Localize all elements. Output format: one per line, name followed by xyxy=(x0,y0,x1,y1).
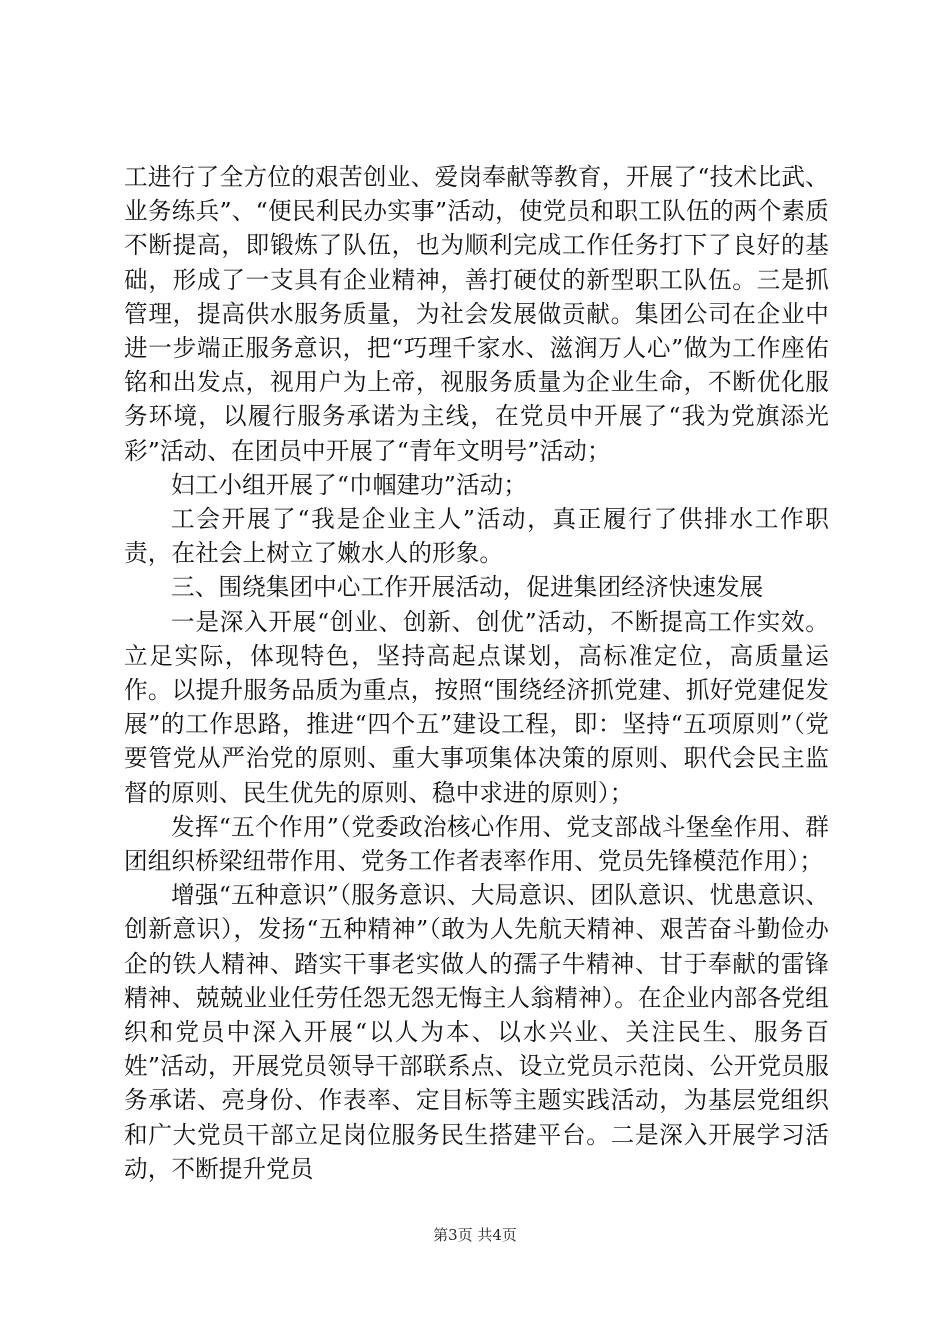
page-footer: 第3页 共4页 xyxy=(433,1226,517,1244)
paragraph-women-group: 妇工小组开展了“巾帼建功”活动； xyxy=(171,470,528,499)
paragraph-labor-union: 工会开展了“我是企业主人”活动，真正履行了供排水工作职责，在社会上树立了嫩水人的形象。 xyxy=(124,505,829,568)
paragraph-first-point: 一是深入开展“创业、创新、创优”活动，不断提高工作实效。立足实际，体现特色，坚持高起点谋划，高标准定位，高质量运作。以提升服务品质为重点，按照“围绕经济抓党建、抓好党建促发展”的工作思路，推进“四个五”建设工程，即：坚持“五项原则”（党要管党从严治党的原则、重大事项集体决策的原则、职代会民主监督的原则、民生优先的原则、稳中求进的原则）； xyxy=(124,607,829,807)
paragraph-continued: 工进行了全方位的艰苦创业、爱岗奉献等教育，开展了“技术比武、业务练兵”、“便民利民办实事”活动，使党员和职工队伍的两个素质不断提高，即锻炼了队伍，也为顺利完成工作任务打下了良好的基础，形成了一支具有企业精神，善打硬仗的新型职工队伍。三是抓管理，提高供水服务质量，为社会发展做贡献。集团公司在企业中进一步端正服务意识，把“巧理千家水、滋润万人心”做为工作座佑铭和出发点，视用户为上帝，视服务质量为企业生命，不断优化服务环境，以履行服务承诺为主线，在党员中开展了“我为党旗添光彩”活动、在团员中开展了“青年文明号”活动； xyxy=(124,163,829,465)
paragraph-five-roles: 发挥“五个作用”（党委政治核心作用、党支部战斗堡垒作用、群团组织桥梁纽带作用、党务工作者表率作用、党员先锋模范作用）； xyxy=(124,812,829,876)
paragraph-five-awareness: 增强“五种意识”（服务意识、大局意识、团队意识、忧患意识、创新意识），发扬“五种精神”（敢为人先航天精神、艰苦奋斗勤俭办企的铁人精神、踏实干事老实做人的孺子牛精神、甘于奉献的雷锋精神、兢兢业业任劳任怨无怨无悔主人翁精神）。在企业内部各党组织和党员中深入开展“以人为本、以水兴业、关注民生、服务百姓”活动，开展党员领导干部联系点、设立党员示范岗、公开党员服务承诺、亮身份、作表率、定目标等主题实践活动，为基层党组织和广大党员干部立足岗位服务民生搭建平台。二是深入开展学习活动，不断提升党员 xyxy=(124,881,829,1183)
document-body xyxy=(124,160,829,1186)
section-heading-three: 三、围绕集团中心工作开展活动，促进集团经济快速发展 xyxy=(171,573,764,602)
